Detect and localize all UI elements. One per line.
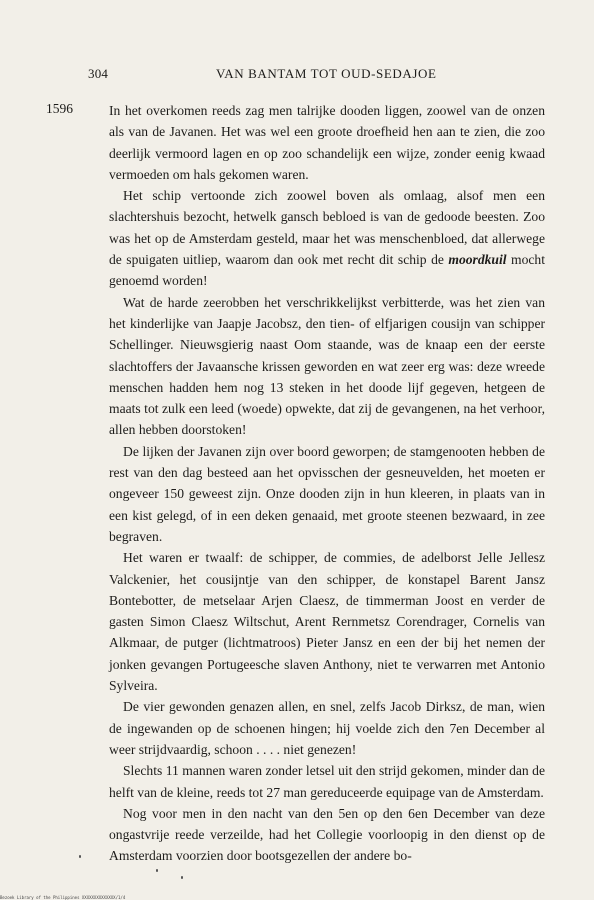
scan-footer-note: Bezoek Library of the Philippines XXXXXXXXXXXXXX/1/4 — [0, 895, 126, 900]
paragraph-text: Het schip vertoonde zich zoowel boven als omlaag, alsof men een slachtershuis bezocht, hetwelk gansch bebloed is van de gedoode beesten. Zoo was het op de Amsterdam gesteld, maar het was menschenbloed, dat allerwege de spuigaten uitliep, waarom dan ook met recht dit schip de — [109, 188, 545, 268]
margin-year: 1596 — [46, 101, 73, 116]
paragraph: De lijken der Javanen zijn over boord geworpen; de stamgenooten hebben de rest van den dag besteed aan het opvisschen der gesneuvelden, het moeten er ongeveer 150 geweest zijn. Onze dooden zijn in hun kleeren, in plaats van in een kist gelegd, of in een deken genaaid, met groote steenen bezwaard, in zee begraven. — [109, 443, 545, 544]
page-number: 304 — [88, 66, 109, 81]
scan-speck — [181, 876, 183, 879]
paragraph: De vier gewonden genazen allen, en snel, zelfs Jacob Dirksz, de man, wien de ingewanden op de schoenen hingen; hij voelde zich den 7en December al weer strijdvaardig, schoon . . . . niet genezen! — [109, 699, 545, 757]
italic-term: moordkuil — [448, 252, 507, 268]
paragraph: In het overkomen reeds zag men talrijke dooden liggen, zoowel van de onzen als van de Javanen. Het was wel een groote droefheid hen aan te zien, die zoo deerlijk vermoord lagen en op zoo schandelijk een wijze, zonder eenig kwaad vermoeden om hals gekomen waren. — [109, 103, 545, 182]
paragraph-text: mocht genoemd worden! — [109, 252, 545, 289]
paragraph: Nog voor men in den nacht van den 5en op den 6en December van deze ongastvrije reede verzeilde, had het Collegie voorloopig in den dienst op de Amsterdam voorzien door bootsgezellen der andere bo- — [109, 805, 545, 864]
paragraph: Slechts 11 mannen waren zonder letsel uit den strijd gekomen, minder dan de helft van de kleine, reeds tot 27 man gereduceerde equipage van de Amsterdam. — [109, 763, 545, 800]
page-header — [88, 66, 548, 84]
body-text — [109, 100, 545, 867]
scan-speck — [79, 855, 81, 858]
running-head: VAN BANTAM TOT OUD-SEDAJOE — [216, 66, 437, 81]
paragraph: Wat de harde zeerobben het verschrikkelijkst verbitterde, was het zien van het kinderlijke van Jaapje Jacobsz, den tien- of elfjarigen cousijn van schipper Schellinger. Nieuwsgierig naast Oom staande, was de knaap een der eerste slachtoffers der Javaansche krissen geworden en wat zeer erg was: deze wreede menschen hadden hem nog 13 steken in het doode lijf gegeven, hetgeen de maats tot zulk een leed (woede) opwekte, dat zij de gevangenen, na het verhoor, allen hebben doorstoken! — [109, 294, 545, 438]
paragraph: Het waren er twaalf: de schipper, de commies, de adelborst Jelle Jellesz Valckenier, het cousijntje van den schipper, de konstapel Barent Jansz Bontebotter, de metselaar Arjen Claesz, de timmerman Joost en verder de gasten Simon Claesz Wiltschut, Arent Rernmetsz Corendrager, Cornelis van Alkmaar, de putger (lichtmatroos) Pieter Jansz en een der bij het nemen der jonken gevangen Portugeesche slaven Anthony, niet te verwarren met Antonio Sylveira. — [109, 550, 545, 694]
scan-speck — [156, 869, 158, 872]
paragraph — [109, 185, 545, 291]
